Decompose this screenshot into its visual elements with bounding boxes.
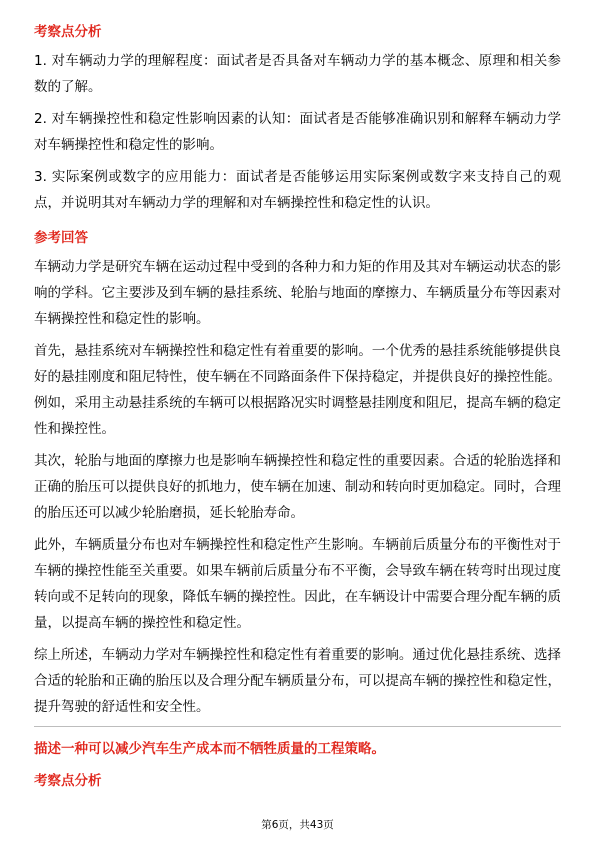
section-heading-analysis: 考察点分析 — [34, 24, 102, 40]
analysis-item-2: 2. 对车辆操控性和稳定性影响因素的认知：面试者是否能够准确识别和解释车辆动力学对车辆操控性和稳定性的影响。 — [34, 111, 561, 153]
answer-paragraph-3: 其次，轮胎与地面的摩擦力也是影响车辆操控性和稳定性的重要因素。合适的轮胎选择和正确的胎压可以提供良好的抓地力，使车辆在加速、制动和转向时更加稳定。同时，合理的胎压还可以减少轮胎磨损，延长轮胎寿命。 — [34, 453, 561, 521]
section-heading-reference-answer: 参考回答 — [34, 230, 88, 246]
answer-paragraph-4: 此外，车辆质量分布也对车辆操控性和稳定性产生影响。车辆前后质量分布的平衡性对于车辆的操控性能至关重要。如果车辆前后质量分布不平衡，会导致车辆在转弯时出现过度转向或不足转向的现象，降低车辆的操控性。因此，在车辆设计中需要合理分配车辆的质量，以提高车辆的操控性和稳定性。 — [34, 537, 561, 631]
section-divider — [34, 726, 561, 727]
answer-paragraph-2: 首先，悬挂系统对车辆操控性和稳定性有着重要的影响。一个优秀的悬挂系统能够提供良好的悬挂刚度和阻尼特性，使车辆在不同路面条件下保持稳定，并提供良好的操控性能。例如，采用主动悬挂系统的车辆可以根据路况实时调整悬挂刚度和阻尼，提高车辆的稳定性和操控性。 — [34, 343, 561, 437]
analysis-item-3: 3. 实际案例或数字的应用能力：面试者是否能够运用实际案例或数字来支持自己的观点，并说明其对车辆动力学的理解和对车辆操控性和稳定性的认识。 — [34, 169, 561, 211]
answer-paragraph-5: 综上所述，车辆动力学对车辆操控性和稳定性有着重要的影响。通过优化悬挂系统、选择合适的轮胎和正确的胎压以及合理分配车辆质量分布，可以提高车辆的操控性和稳定性，提升驾驶的舒适性和安全性。 — [34, 647, 561, 715]
page-number: 第6页，共43页 — [261, 819, 334, 831]
question-title: 描述一种可以减少汽车生产成本而不牺牲质量的工程策略。 — [34, 741, 385, 757]
page-content — [34, 22, 561, 797]
answer-paragraph-1: 车辆动力学是研究车辆在运动过程中受到的各种力和力矩的作用及其对车辆运动状态的影响的学科。它主要涉及到车辆的悬挂系统、轮胎与地面的摩擦力、车辆质量分布等因素对车辆操控性和稳定性的影响。 — [34, 259, 561, 327]
analysis-item-1: 1. 对车辆动力学的理解程度：面试者是否具备对车辆动力学的基本概念、原理和相关参数的了解。 — [34, 53, 561, 95]
section-heading-analysis-next: 考察点分析 — [34, 773, 102, 789]
